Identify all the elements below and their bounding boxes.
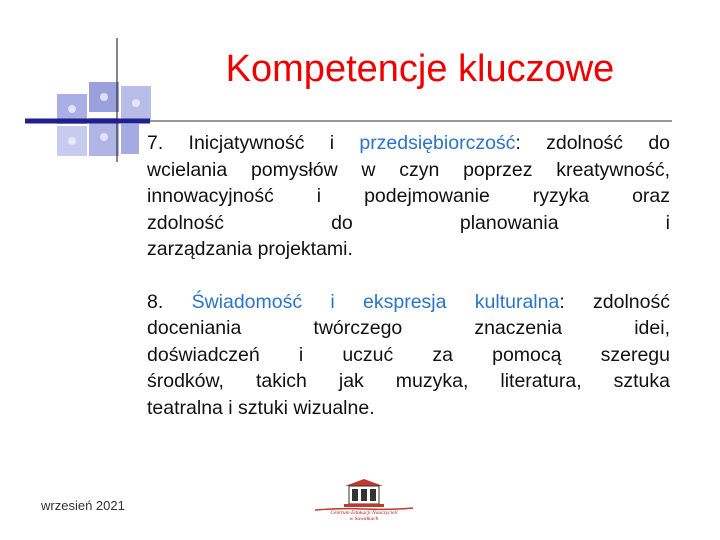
logo-caption-line2: w Suwałkach [349, 516, 379, 522]
text-line [147, 289, 670, 316]
text-segment: innowacyjność i podejmowanie ryzyka oraz [147, 185, 670, 207]
text-segment: zarządzania projektami. [147, 238, 353, 260]
text-segment: : zdolność [559, 290, 670, 313]
slide-content [147, 130, 670, 447]
text-segment: środków, takich jak muzyka, literatura, sztuka [147, 370, 670, 392]
text-line [147, 315, 670, 342]
text-segment: : zdolność do [515, 132, 671, 154]
competence-point-8 [147, 289, 670, 422]
competence-point-7 [147, 130, 670, 263]
text-segment: doświadczeń i uczuć za pomocą szeregu [147, 343, 670, 366]
footer-date: wrzesień 2021 [41, 498, 125, 513]
text-segment: 8. [147, 290, 192, 313]
text-segment: 7. Inicjatywność i [147, 132, 360, 154]
text-line [147, 342, 670, 369]
text-segment: teatralna i sztuki wizualne. [147, 396, 375, 419]
text-line [147, 395, 670, 422]
text-segment: wcielania pomysłów w czyn poprzez kreatywność, [147, 158, 670, 181]
text-segment: zdolność do planowania i [147, 211, 670, 234]
highlighted-term: przedsiębiorczość [359, 132, 516, 154]
text-line [147, 236, 670, 263]
text-line [147, 368, 670, 395]
logo-caption [311, 510, 417, 522]
text-line [147, 130, 670, 157]
text-line [147, 183, 670, 210]
text-line [147, 157, 670, 184]
logo-caption-line1: Centrum Edukacji Nauczycieli [330, 510, 398, 516]
text-segment: doceniania twórczego znaczenia idei, [147, 317, 670, 339]
highlighted-term: Świadomość i ekspresja kulturalna [191, 290, 560, 313]
slide-title: Kompetencje kluczowe [225, 48, 615, 90]
text-line [147, 210, 670, 237]
